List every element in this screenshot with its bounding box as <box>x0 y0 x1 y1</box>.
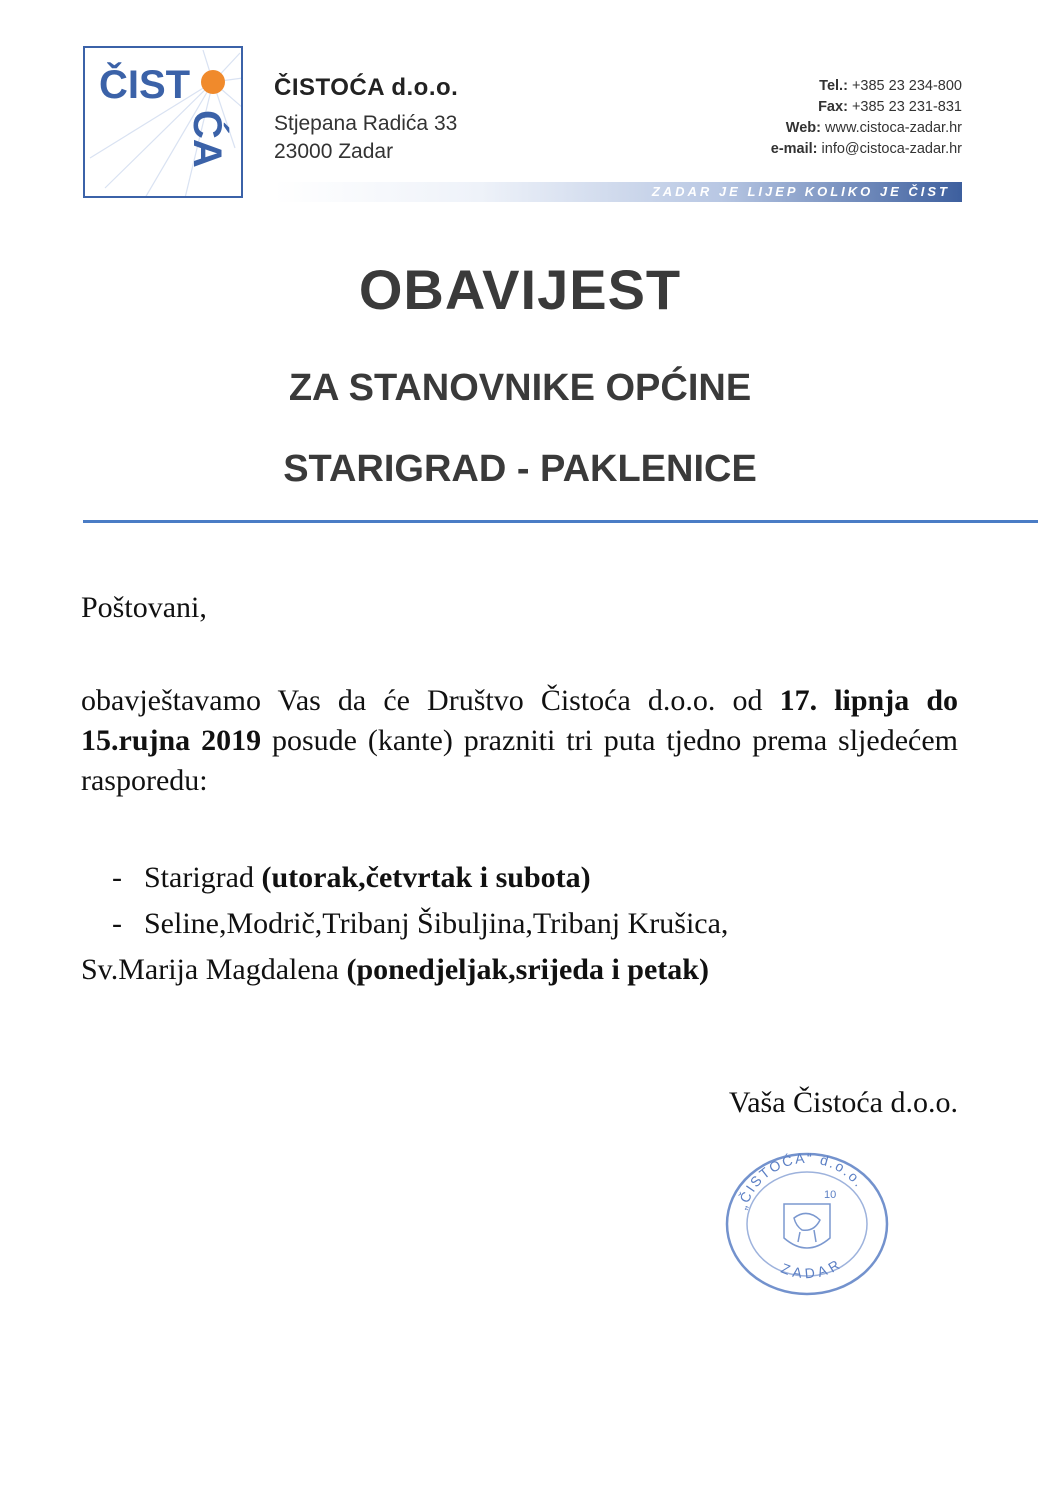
sun-icon <box>201 70 225 94</box>
company-logo <box>83 46 243 198</box>
notice-subtitle-line2: STARIGRAD - PAKLENICE <box>283 448 757 490</box>
logo-text-side: ĆA <box>185 110 229 168</box>
slogan-text: ZADAR JE LIJEP KOLIKO JE ČIST <box>651 184 950 199</box>
address-street: Stjepana Radića 33 <box>274 112 458 135</box>
title-divider <box>83 520 1038 523</box>
schedule-item-other-places: - Seline,Modrič,Tribanj Šibuljina,Tribanj Krušica, <box>112 907 729 940</box>
notice-subtitle-line1: ZA STANOVNIKE OPĆINE <box>288 367 752 409</box>
schedule-places: Seline,Modrič,Tribanj Šibuljina,Tribanj Krušica, <box>144 907 729 940</box>
address-city: 23000 Zadar <box>274 140 394 163</box>
schedule-place-cont: Sv.Marija Magdalena <box>81 953 347 986</box>
contact-email: e-mail: info@cistoca-zadar.hr <box>770 141 962 157</box>
notice-title: OBAVIJEST <box>358 258 682 321</box>
logo-graphic <box>85 48 243 198</box>
stamp-text-top: „ČISTOĆA“ d.o.o. <box>733 1149 869 1212</box>
stamp-text-bottom: ZADAR <box>779 1254 846 1282</box>
schedule-item-starigrad: - Starigrad (utorak,četvrtak i subota) <box>112 861 591 894</box>
contact-phone: Tel.: +385 23 234-800 <box>819 78 962 94</box>
signature: Vaša Čistoća d.o.o. <box>728 1086 958 1119</box>
svg-text:ZADAR <box>779 1255 846 1282</box>
contact-block <box>771 76 962 160</box>
svg-text:„ČISTOĆA“ d.o.o. <box>733 1150 868 1211</box>
company-name: ČISTOĆA d.o.o. <box>274 74 459 101</box>
company-stamp <box>722 1146 892 1298</box>
stamp-seal <box>722 1146 892 1298</box>
schedule-days: (ponedjeljak,srijeda i petak) <box>346 953 709 986</box>
date-range: 17. lipnja do 15.rujna 2019 <box>81 684 958 757</box>
company-address-block <box>274 74 458 166</box>
slogan-bar <box>274 182 962 202</box>
coat-of-arms-icon <box>784 1204 830 1248</box>
schedule-place: Starigrad <box>144 861 262 894</box>
schedule-item-other-places-cont <box>81 950 709 990</box>
schedule-days: (utorak,četvrtak i subota) <box>261 861 591 894</box>
stamp-number: 10 <box>824 1189 837 1201</box>
contact-web: Web: www.cistoca-zadar.hr <box>785 120 962 136</box>
greeting: Poštovani, <box>81 591 207 624</box>
notice-paragraph: obavještavamo Vas da će Društvo Čistoća d.o.o. od 17. lipnja do 15.rujna 2019 posude (kante) prazniti tri puta tjedno prema sljedećem rasporedu: <box>81 684 958 797</box>
logo-text-top: ČIST <box>99 63 191 107</box>
contact-fax: Fax: +385 23 231-831 <box>818 99 962 115</box>
